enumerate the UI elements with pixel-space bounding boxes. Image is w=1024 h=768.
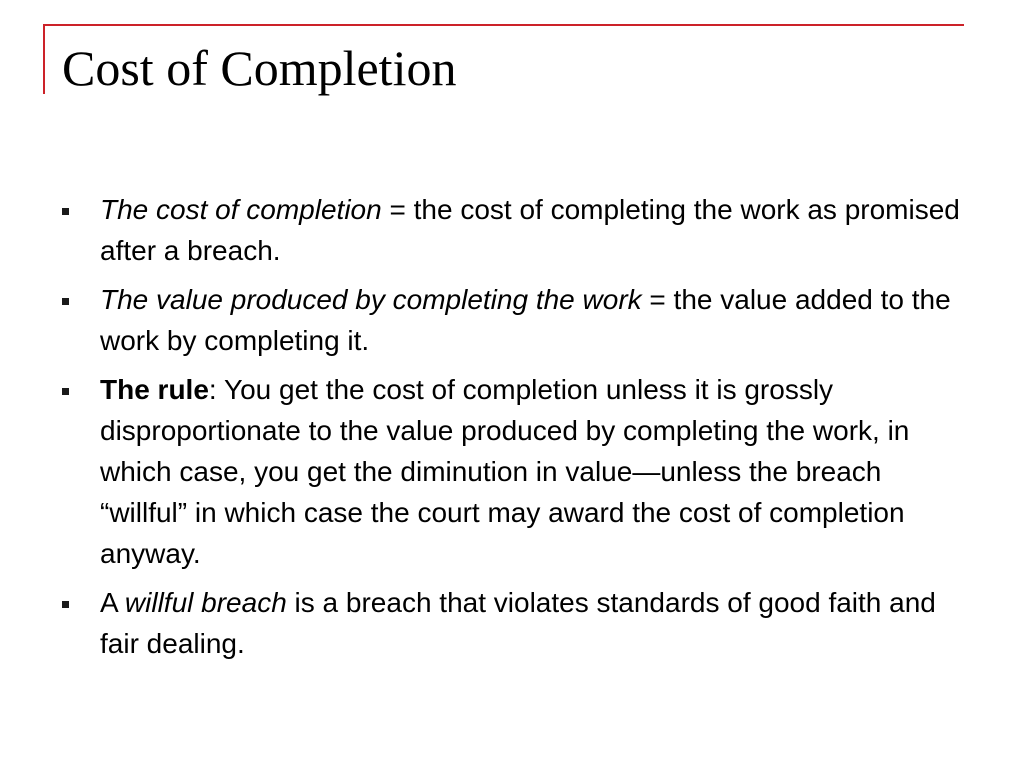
bullet-text <box>100 284 951 356</box>
slide-title: Cost of Completion <box>62 40 457 96</box>
title-frame-left-line <box>43 24 45 94</box>
bullet-item-value-produced <box>62 279 962 361</box>
square-bullet-icon <box>62 298 69 305</box>
term-willful-breach: willful breach <box>124 587 287 618</box>
definition-the-rule: : You get the cost of completion unless it is grossly disproportionate to the value produced by completing the work, in which case, you get the diminution in value—unless the breach “willful” in which case the court may award the cost of completion anyway. <box>100 374 910 569</box>
bullet-text <box>100 194 960 266</box>
bullet-item-willful-breach <box>62 582 962 664</box>
bullet-text <box>100 587 936 659</box>
bullet-list <box>62 189 962 672</box>
definition-cost-of-completion: = the cost of completing the work as promised after a breach. <box>100 194 960 266</box>
bullet-item-cost-of-completion <box>62 189 962 271</box>
square-bullet-icon <box>62 601 69 608</box>
lead-text: A <box>100 587 125 618</box>
title-frame-top-line <box>43 24 964 26</box>
term-cost-of-completion: The cost of completion <box>100 194 382 225</box>
bullet-text <box>100 374 909 569</box>
square-bullet-icon <box>62 388 69 395</box>
square-bullet-icon <box>62 208 69 215</box>
term-the-rule: The rule <box>100 374 209 405</box>
term-value-produced: The value produced by completing the work <box>100 284 642 315</box>
definition-value-produced: = the value added to the work by completing it. <box>100 284 951 356</box>
bullet-item-the-rule <box>62 369 962 574</box>
definition-willful-breach: is a breach that violates standards of good faith and fair dealing. <box>100 587 936 659</box>
